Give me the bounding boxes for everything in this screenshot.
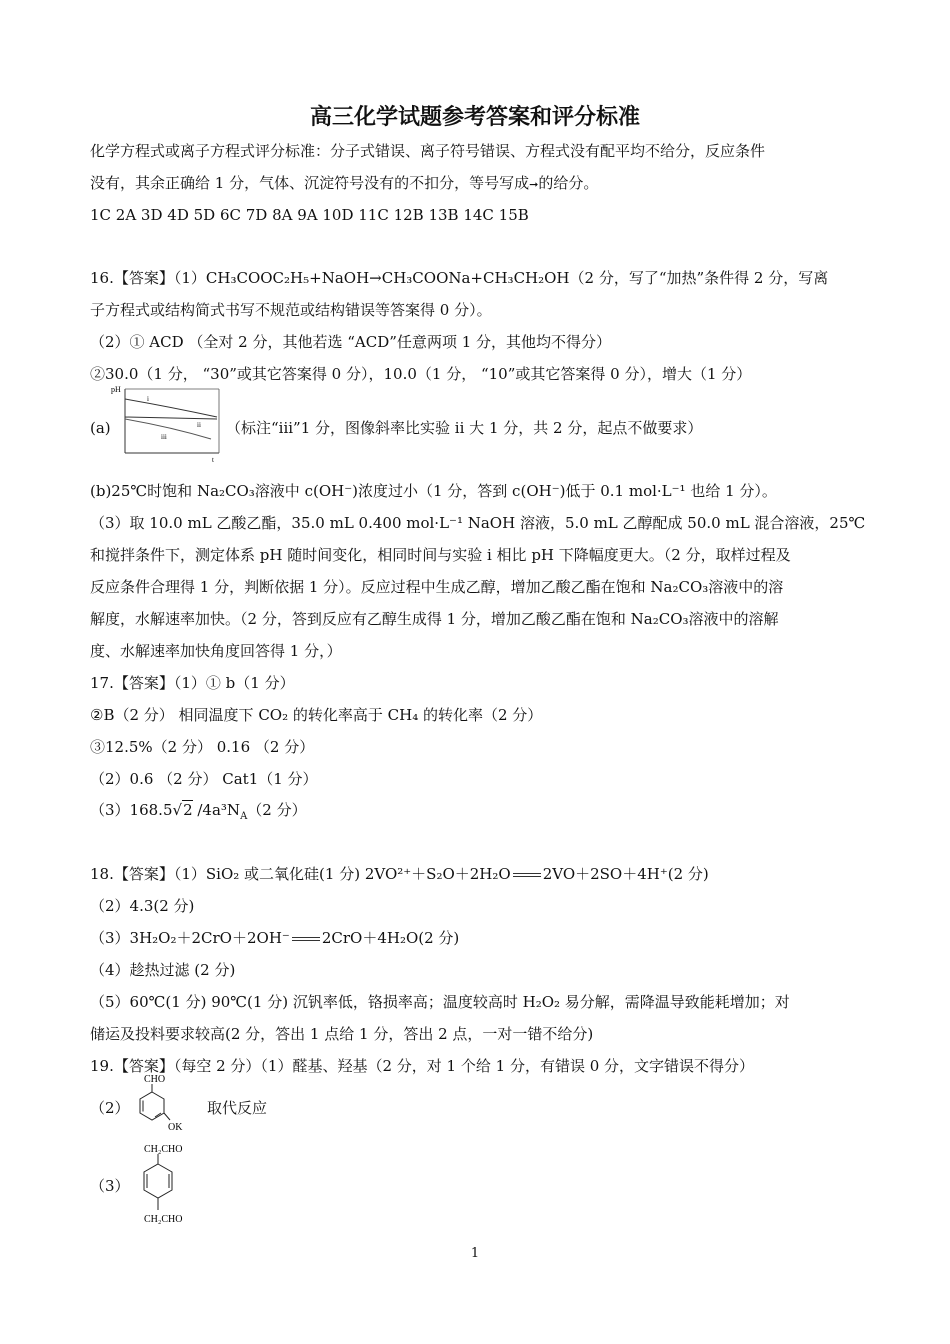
graph-curve-i: [125, 399, 217, 417]
q17-l5c: （2 分）: [247, 801, 307, 819]
benzene-ring-icon: [144, 1164, 172, 1198]
q17-l5sub: A: [240, 811, 248, 822]
q16-head: 16.【答案】（1）: [90, 269, 206, 287]
q16-line-1: [90, 268, 828, 288]
scoring-intro-line-2: [90, 173, 598, 195]
q19-part3-label: （3）: [90, 1177, 130, 1195]
arrow-icon: ➞: [529, 178, 539, 191]
q16-part3-1: （3）取 10.0 mL 乙酸乙酯，35.0 mL 0.400 mol·L⁻¹ NaOH 溶液，5.0 mL 乙醇配成 50.0 mL 混合溶液，25℃: [90, 514, 866, 532]
page-title: 高三化学试题参考答案和评分标准: [309, 105, 640, 130]
q19-reaction-type: 取代反应: [207, 1099, 268, 1117]
struct1-top-label: CHO: [144, 1074, 166, 1085]
ph-time-graph: [111, 383, 223, 463]
sqrt-radicand: 2: [183, 801, 193, 819]
q18-line-5: （5）60℃(1 分) 90℃(1 分) 沉钒率低，铬损率高；温度较高时 H₂O₂ 易分解，需降温导致能耗增加；对: [90, 993, 790, 1011]
q16-part3-2: 和搅拌条件下，测定体系 pH 随时间变化，相同时间与实验 i 相比 pH 下降幅度更大。（2 分，取样过程及: [90, 546, 791, 564]
q16-part3-5: 度、水解速率加快角度回答得 1 分，）: [90, 642, 342, 660]
q17-line-4: （2）0.6 （2 分） Cat1（1 分）: [90, 770, 318, 788]
q18-line-3: [90, 928, 459, 948]
sqrt-icon: √2: [172, 801, 193, 819]
q17-line-3: ③12.5%（2 分） 0.16 （2 分）: [90, 738, 315, 756]
graph-xlabel: t: [212, 456, 214, 463]
graph-label-i: i: [147, 395, 149, 403]
equals-sign-icon: [513, 873, 541, 877]
q17-line-2: ②B（2 分） 相同温度下 CO₂ 的转化率高于 CH₄ 的转化率（2 分）: [90, 706, 543, 724]
equals-sign-icon: [292, 937, 320, 941]
graph-curve-ii: [125, 417, 217, 419]
q16-line-2: 子方程式或结构简式书写不规范或结构错误等答案得 0 分）。: [90, 301, 492, 319]
q19-part2-label: （2）: [90, 1099, 130, 1117]
graph-label-iii: iii: [161, 433, 167, 441]
q18-l3a: （3）3H₂O₂＋2CrO＋2OH⁻: [90, 929, 290, 947]
q19-line-1: 19.【答案】（每空 2 分）（1）醛基、羟基（2 分，对 1 个给 1 分，有错误 0 分，文字错误不得分）: [90, 1057, 755, 1075]
q17-l5a: （3）168.5: [90, 801, 173, 819]
q17-line-5: [90, 800, 307, 820]
intro-text-b: 的给分。: [538, 174, 599, 192]
q16-a-note: （标注“iii”1 分，图像斜率比实验 ii 大 1 分，共 2 分，起点不做要求）: [226, 419, 703, 437]
q16-a-label: (a): [90, 419, 111, 437]
q18-l3b: 2CrO＋4H₂O(2 分): [321, 929, 460, 947]
q16-part3-4: 解度，水解速率加快。（2 分，答到反应有乙醇生成得 1 分，增加乙酸乙酯在饱和 Na₂CO₃溶液中的溶解: [90, 610, 779, 628]
structure-benzaldehyde-ok: [128, 1072, 188, 1134]
q16-part3-3: 反应条件合理得 1 分，判断依据 1 分）。反应过程中生成乙醇，增加乙酸乙酯在饱和 Na₂CO₃溶液中的溶: [90, 578, 784, 596]
graph-ylabel: pH: [111, 385, 121, 394]
q18-line-4: （4）趁热过滤 (2 分): [90, 961, 236, 979]
intro-text-a: 没有，其余正确给 1 分，气体、沉淀符号没有的不扣分，等号写成: [90, 174, 530, 192]
q16-b: (b)25℃时饱和 Na₂CO₃溶液中 c(OH⁻)浓度过小（1 分，答到 c(OH⁻)低于 0.1 mol·L⁻¹ 也给 1 分）。: [90, 482, 777, 500]
q16-part2-2: ②30.0（1 分， “30”或其它答案得 0 分），10.0（1 分， “10”或其它答案得 0 分），增大（1 分）: [90, 365, 752, 383]
q18-l1b: 2VO＋2SO＋4H⁺(2 分): [542, 865, 709, 883]
graph-label-ii: ii: [197, 421, 201, 429]
multiple-choice-answers: 1C 2A 3D 4D 5D 6C 7D 8A 9A 10D 11C 12B 13B 14C 15B: [90, 206, 529, 224]
struct2-top-label: CH₂CHO: [144, 1144, 183, 1155]
q18-line-1: [90, 864, 709, 884]
q18-line-6: 储运及投料要求较高(2 分，答出 1 点给 1 分，答出 2 点，一对一错不给分): [90, 1025, 594, 1043]
struct1-side-label: OK: [168, 1122, 183, 1133]
structure-benzene-diacetaldehyde: [128, 1140, 208, 1232]
q17-l5b: /4a³N: [192, 801, 241, 819]
q16-part2-1: （2）① ACD （全对 2 分，其他若选 “ACD”任意两项 1 分，其他均不得分）: [90, 333, 612, 351]
q18-l1a: 18.【答案】（1）SiO₂ 或二氧化硅(1 分) 2VO²⁺＋S₂O＋2H₂O: [90, 865, 511, 883]
q17-line-1: 17.【答案】（1）① b（1 分）: [90, 674, 295, 692]
struct2-bottom-label: CH₂CHO: [144, 1214, 183, 1225]
benzene-ring-icon: [140, 1092, 164, 1120]
scoring-intro-line-1: 化学方程式或离子方程式评分标准：分子式错误、离子符号错误、方程式没有配平均不给分，反应条件: [90, 142, 766, 160]
q18-line-2: （2）4.3(2 分): [90, 897, 195, 915]
q16-equation: CH₃COOC₂H₅+NaOH→CH₃COONa+CH₃CH₂OH（2 分，写了“加热”条件得 2 分，写离: [205, 269, 829, 287]
page-number: 1: [470, 1246, 480, 1261]
